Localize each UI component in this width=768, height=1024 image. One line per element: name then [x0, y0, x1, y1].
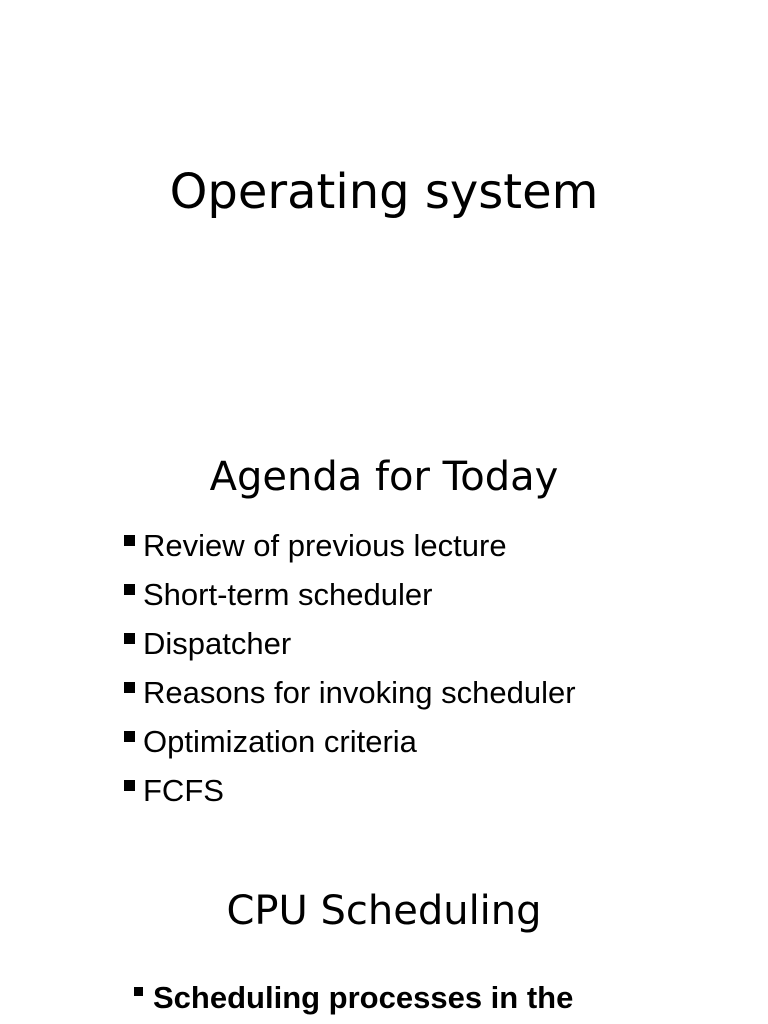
square-bullet-icon [124, 584, 135, 595]
agenda-item [122, 575, 576, 624]
square-bullet-icon [124, 731, 135, 742]
slide-title-operating-system: Operating system [169, 164, 599, 220]
agenda-item [122, 673, 576, 722]
square-bullet-icon [124, 535, 135, 546]
square-bullet-icon [124, 682, 135, 693]
agenda-item-label: FCFS [143, 773, 224, 808]
square-bullet-icon [124, 633, 135, 644]
agenda-item [122, 624, 576, 673]
cpu-scheduling-bullet [132, 976, 573, 1020]
cpu-scheduling-bullet-text: Scheduling processes in the [153, 980, 574, 1015]
slide-title-agenda: Agenda for Today [209, 454, 559, 500]
agenda-item-label: Review of previous lecture [143, 528, 507, 563]
agenda-item-label: Optimization criteria [143, 724, 417, 759]
square-bullet-icon [124, 780, 135, 791]
agenda-item-label: Reasons for invoking scheduler [143, 675, 576, 710]
agenda-list [122, 526, 576, 820]
agenda-item [122, 771, 576, 820]
agenda-item-label: Short-term scheduler [143, 577, 433, 612]
agenda-item [122, 526, 576, 575]
agenda-item-label: Dispatcher [143, 626, 292, 661]
square-bullet-icon [134, 987, 143, 996]
slide-title-cpu-scheduling: CPU Scheduling [226, 888, 542, 934]
agenda-item [122, 722, 576, 771]
